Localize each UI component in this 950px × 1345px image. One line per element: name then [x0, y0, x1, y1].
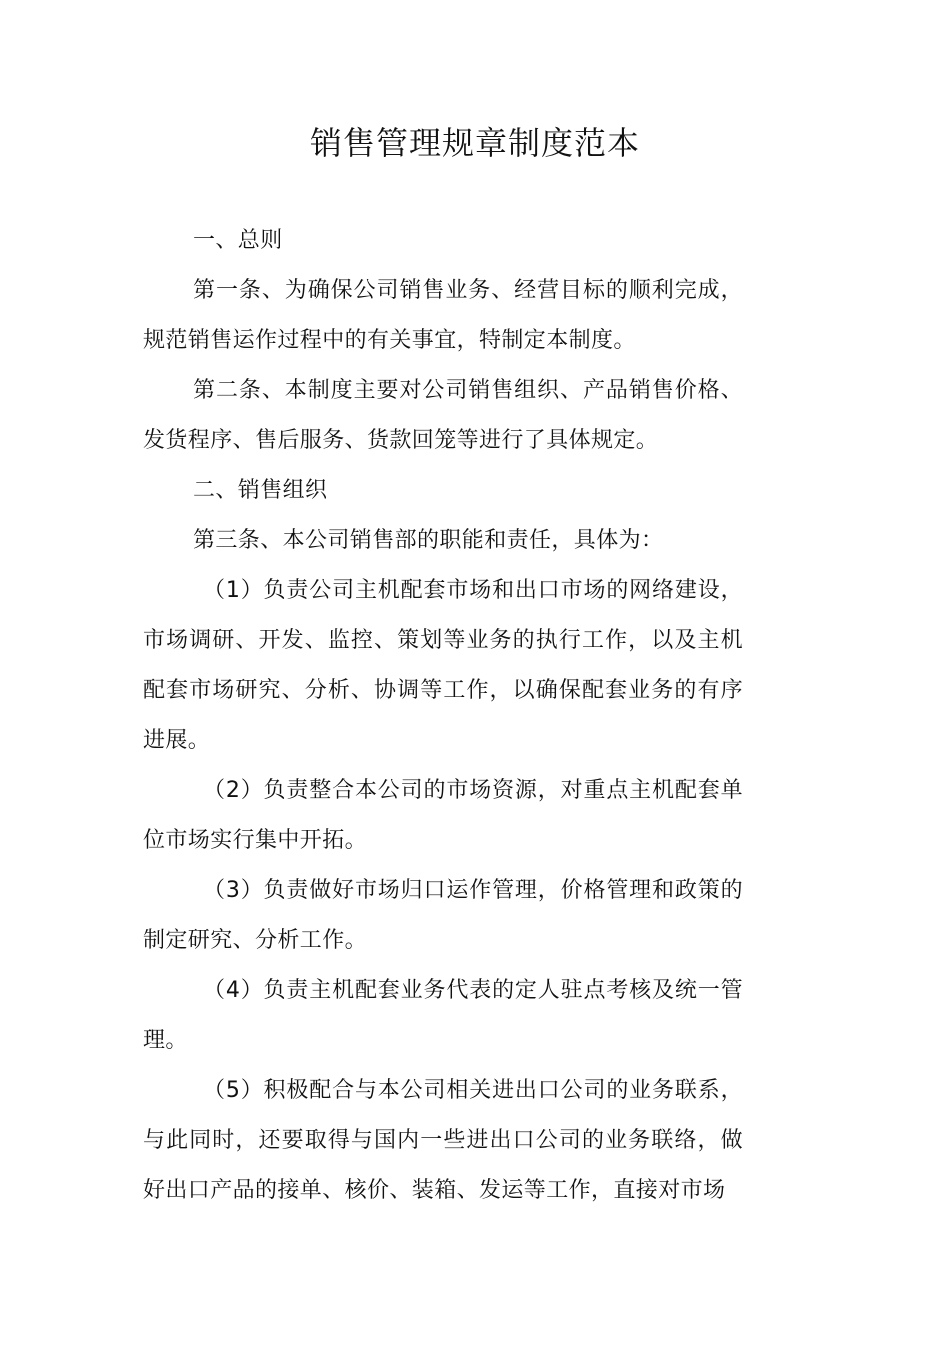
- list-item-5: （5）积极配合与本公司相关进出口公司的业务联系，与此同时，还要取得与国内一些进出口公司的业务联络，做好出口产品的接单、核价、装箱、发运等工作，直接对市场: [143, 1078, 743, 1203]
- list-item-4: （4）负责主机配套业务代表的定人驻点考核及统一管理。: [143, 978, 743, 1053]
- article-2: 第二条、本制度主要对公司销售组织、产品销售价格、发货程序、售后服务、货款回笼等进行了具体规定。: [143, 378, 743, 453]
- list-item-2: （2）负责整合本公司的市场资源，对重点主机配套单位市场实行集中开拓。: [143, 778, 743, 853]
- document-body: [143, 216, 743, 1216]
- document-title: 销售管理规章制度范本: [309, 124, 640, 162]
- list-item-1: （1）负责公司主机配套市场和出口市场的网络建设，市场调研、开发、监控、策划等业务的执行工作，以及主机配套市场研究、分析、协调等工作，以确保配套业务的有序进展。: [143, 578, 743, 753]
- section-heading-sales-organization: 二、销售组织: [193, 478, 328, 503]
- article-1: 第一条、为确保公司销售业务、经营目标的顺利完成，规范销售运作过程中的有关事宜，特制定本制度。: [143, 278, 743, 353]
- article-3: 第三条、本公司销售部的职能和责任，具体为：: [193, 528, 664, 553]
- section-heading-general: 一、总则: [193, 228, 283, 253]
- list-item-3: （3）负责做好市场归口运作管理，价格管理和政策的制定研究、分析工作。: [143, 878, 743, 953]
